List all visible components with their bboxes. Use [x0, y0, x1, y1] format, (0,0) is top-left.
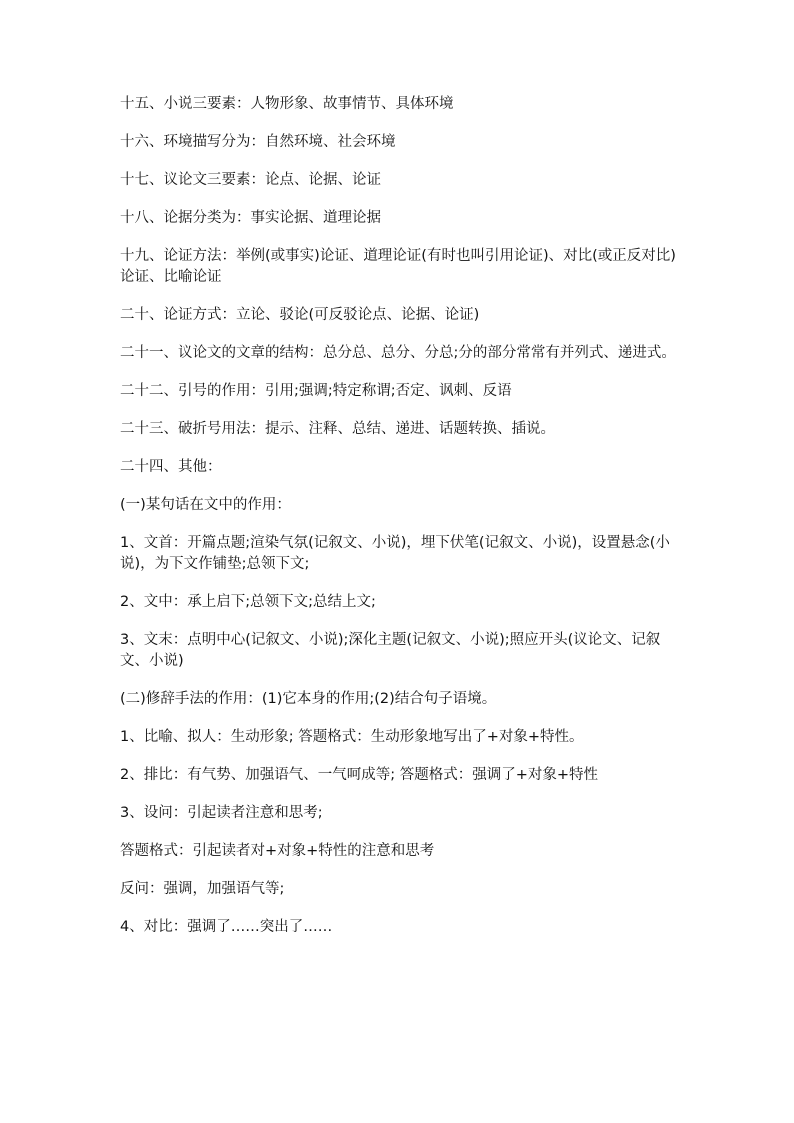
- subsection-heading-1: (一)某句话在文中的作用：: [120, 497, 291, 513]
- paragraph-24: 二十四、其他：: [120, 459, 222, 475]
- paragraph-20: 二十、论证方式：立论、驳论(可反驳论点、论据、论证): [120, 307, 480, 323]
- document-body: [120, 94, 680, 955]
- paragraph-22: 二十二、引号的作用：引用;强调;特定称谓;否定、讽刺、反语: [120, 383, 512, 399]
- answer-format-line: 答题格式：引起读者对+对象+特性的注意和思考: [120, 843, 435, 859]
- list-item: 4、对比：强调了……突出了……: [120, 919, 333, 935]
- subsection-heading-2: (二)修辞手法的作用：(1)它本身的作用;(2)结合句子语境。: [120, 691, 497, 707]
- paragraph-19: 十九、论证方法：举例(或事实)论证、道理论证(有时也叫引用论证)、对比(或正反对比)论证、比喻论证: [120, 248, 676, 285]
- paragraph-16: 十六、环境描写分为：自然环境、社会环境: [120, 134, 396, 150]
- list-item: 2、文中：承上启下;总领下文;总结上文;: [120, 594, 376, 610]
- paragraph-18: 十八、论据分类为：事实论据、道理论据: [120, 210, 381, 226]
- list-item: 1、比喻、拟人：生动形象; 答题格式：生动形象地写出了+对象+特性。: [120, 729, 584, 745]
- paragraph-15: 十五、小说三要素：人物形象、故事情节、具体环境: [120, 96, 454, 112]
- paragraph-17: 十七、议论文三要素：论点、论据、论证: [120, 172, 381, 188]
- paragraph-23: 二十三、破折号用法：提示、注释、总结、递进、话题转换、插说。: [120, 421, 555, 437]
- list-item: 2、排比：有气势、加强语气、一气呵成等; 答题格式：强调了+对象+特性: [120, 767, 599, 783]
- list-item: 1、文首：开篇点题;渲染气氛(记叙文、小说)，埋下伏笔(记叙文、小说)，设置悬念(小说)，为下文作铺垫;总领下文;: [120, 535, 670, 572]
- list-item: 3、设问：引起读者注意和思考;: [120, 805, 323, 821]
- list-item: 3、文末：点明中心(记叙文、小说);深化主题(记叙文、小说);照应开头(议论文、记叙文、小说): [120, 632, 661, 669]
- paragraph-21: 二十一、议论文的文章的结构：总分总、总分、分总;分的部分常常有并列式、递进式。: [120, 345, 676, 361]
- list-item: 反问：强调，加强语气等;: [120, 881, 285, 897]
